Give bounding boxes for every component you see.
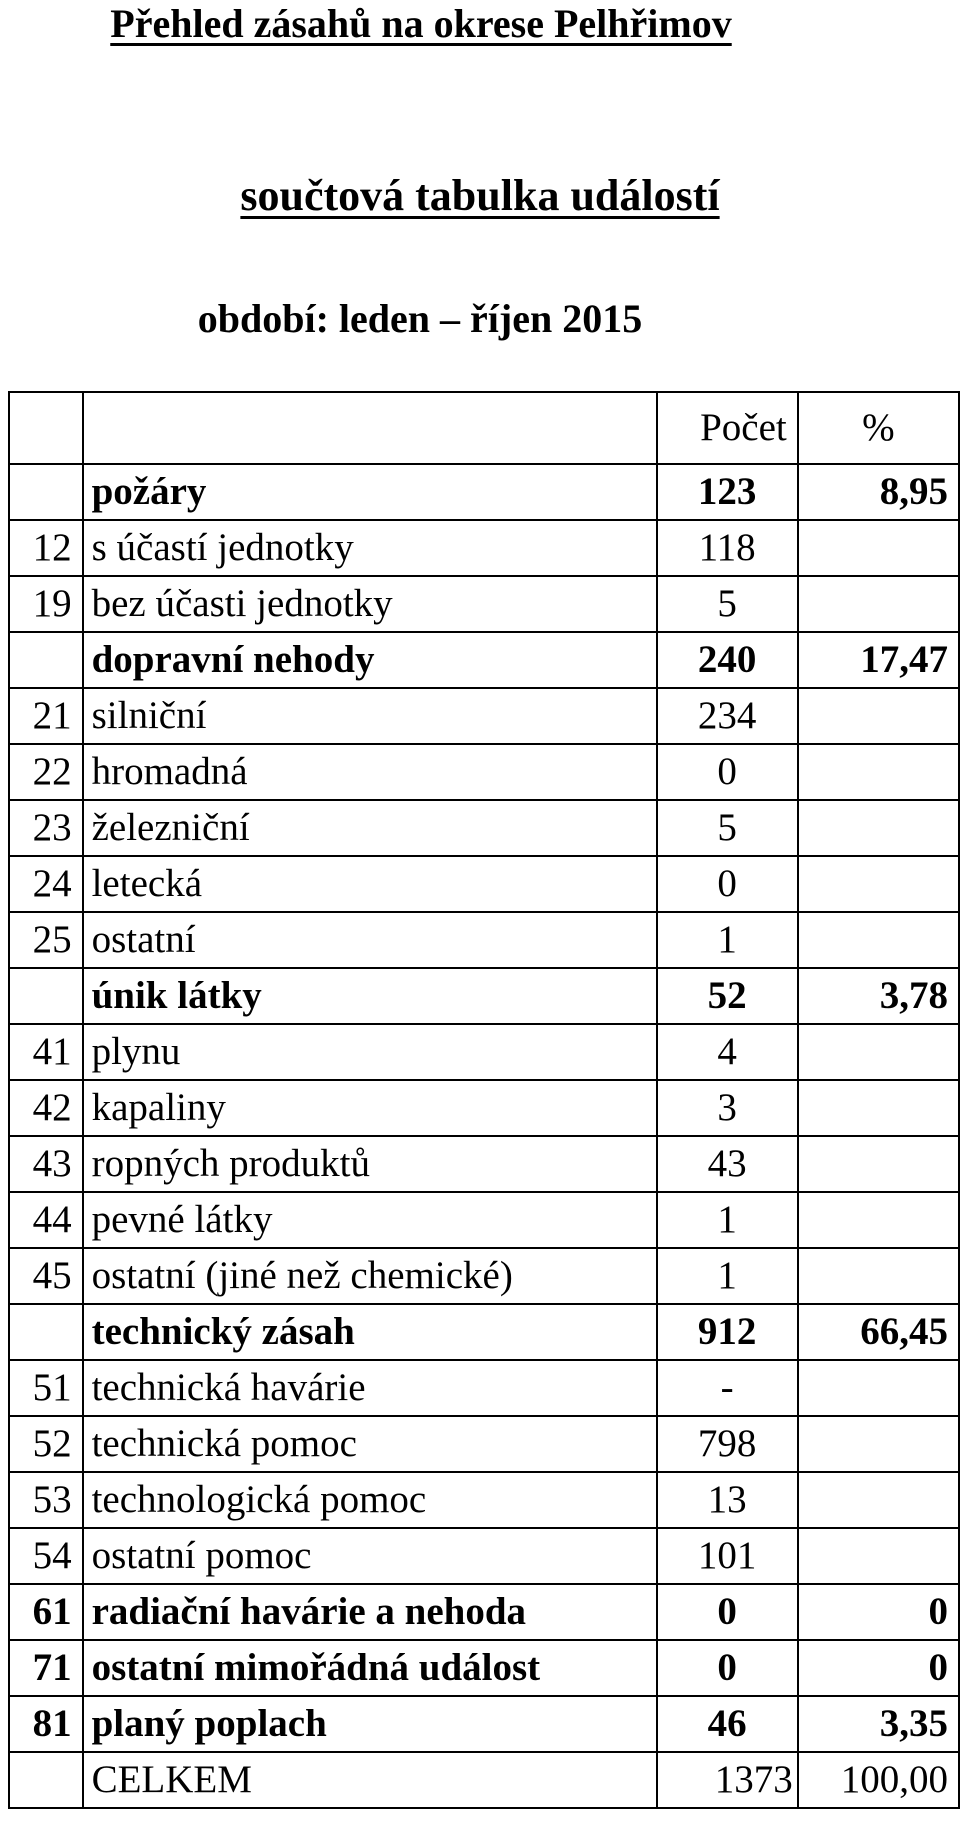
cell-percent <box>798 520 959 576</box>
table-row <box>9 1080 959 1136</box>
cell-percent: 0 <box>798 1584 959 1640</box>
table-row <box>9 1640 959 1696</box>
cell-count: 5 <box>657 800 798 856</box>
cell-percent <box>798 856 959 912</box>
cell-name: plynu <box>83 1024 657 1080</box>
cell-count: 0 <box>657 856 798 912</box>
cell-percent <box>798 1192 959 1248</box>
cell-name: kapaliny <box>83 1080 657 1136</box>
cell-name: železniční <box>83 800 657 856</box>
cell-name: ostatní (jiné než chemické) <box>83 1248 657 1304</box>
cell-percent: 3,78 <box>798 968 959 1024</box>
cell-percent: 0 <box>798 1640 959 1696</box>
cell-name: s účastí jednotky <box>83 520 657 576</box>
cell-name: ostatní mimořádná událost <box>83 1640 657 1696</box>
cell-code: 81 <box>9 1696 83 1752</box>
table-row <box>9 1696 959 1752</box>
cell-name: požáry <box>83 464 657 520</box>
table-row <box>9 968 959 1024</box>
report-period: období: leden – říjen 2015 <box>197 296 643 341</box>
cell-count: 234 <box>657 688 798 744</box>
cell-name: planý poplach <box>83 1696 657 1752</box>
cell-name: letecká <box>83 856 657 912</box>
cell-code: 54 <box>9 1528 83 1584</box>
cell-count: 4 <box>657 1024 798 1080</box>
table-row <box>9 576 959 632</box>
cell-count: 0 <box>657 744 798 800</box>
cell-code: 42 <box>9 1080 83 1136</box>
table-row <box>9 688 959 744</box>
table-row <box>9 1248 959 1304</box>
cell-percent <box>798 912 959 968</box>
cell-percent <box>798 688 959 744</box>
cell-code: 71 <box>9 1640 83 1696</box>
table-row <box>9 744 959 800</box>
table-row <box>9 1528 959 1584</box>
table-row <box>9 1472 959 1528</box>
cell-count: 43 <box>657 1136 798 1192</box>
cell-percent: 66,45 <box>798 1304 959 1360</box>
header-count: Počet <box>657 392 798 464</box>
cell-count: 240 <box>657 632 798 688</box>
header-percent: % <box>798 392 959 464</box>
cell-count: 5 <box>657 576 798 632</box>
cell-code: 53 <box>9 1472 83 1528</box>
cell-code: 41 <box>9 1024 83 1080</box>
cell-name: hromadná <box>83 744 657 800</box>
cell-count: 0 <box>657 1640 798 1696</box>
cell-percent <box>798 576 959 632</box>
cell-name: technologická pomoc <box>83 1472 657 1528</box>
cell-count: 123 <box>657 464 798 520</box>
page-title: Přehled zásahů na okrese Pelhřimov <box>110 1 732 46</box>
cell-name: silniční <box>83 688 657 744</box>
page-subtitle: součtová tabulka událostí <box>240 171 720 220</box>
cell-code: 44 <box>9 1192 83 1248</box>
cell-code: 43 <box>9 1136 83 1192</box>
cell-code: 45 <box>9 1248 83 1304</box>
table-row <box>9 632 959 688</box>
cell-count: 101 <box>657 1528 798 1584</box>
cell-code: 51 <box>9 1360 83 1416</box>
cell-name: technická havárie <box>83 1360 657 1416</box>
cell-name: ropných produktů <box>83 1136 657 1192</box>
cell-percent <box>798 800 959 856</box>
cell-name: únik látky <box>83 968 657 1024</box>
cell-percent <box>798 744 959 800</box>
cell-percent <box>798 1416 959 1472</box>
total-name: CELKEM <box>83 1752 657 1808</box>
cell-name: ostatní pomoc <box>83 1528 657 1584</box>
cell-count: 0 <box>657 1584 798 1640</box>
cell-count: 46 <box>657 1696 798 1752</box>
table-header-row <box>9 392 959 464</box>
table-row <box>9 1584 959 1640</box>
cell-percent: 17,47 <box>798 632 959 688</box>
cell-percent <box>798 1080 959 1136</box>
table-row <box>9 1024 959 1080</box>
cell-percent <box>798 1136 959 1192</box>
total-row <box>9 1752 959 1808</box>
cell-name: ostatní <box>83 912 657 968</box>
table-row <box>9 1360 959 1416</box>
total-count: 1373 <box>657 1752 798 1808</box>
cell-percent: 8,95 <box>798 464 959 520</box>
cell-code: 21 <box>9 688 83 744</box>
cell-code: 19 <box>9 576 83 632</box>
cell-percent <box>798 1472 959 1528</box>
cell-percent: 3,35 <box>798 1696 959 1752</box>
summary-table <box>8 391 960 1809</box>
cell-code: 25 <box>9 912 83 968</box>
table-row <box>9 1304 959 1360</box>
cell-code <box>9 464 83 520</box>
cell-name: bez účasti jednotky <box>83 576 657 632</box>
cell-code <box>9 968 83 1024</box>
cell-count: 1 <box>657 912 798 968</box>
cell-count: 912 <box>657 1304 798 1360</box>
cell-code: 12 <box>9 520 83 576</box>
cell-name: dopravní nehody <box>83 632 657 688</box>
cell-code: 23 <box>9 800 83 856</box>
table-row <box>9 856 959 912</box>
cell-code: 61 <box>9 1584 83 1640</box>
header-name <box>83 392 657 464</box>
cell-code: 24 <box>9 856 83 912</box>
cell-count: 118 <box>657 520 798 576</box>
cell-percent <box>798 1248 959 1304</box>
cell-count: 1 <box>657 1192 798 1248</box>
table-row <box>9 1192 959 1248</box>
cell-count: 1 <box>657 1248 798 1304</box>
cell-name: pevné látky <box>83 1192 657 1248</box>
cell-name: radiační havárie a nehoda <box>83 1584 657 1640</box>
cell-code <box>9 1304 83 1360</box>
total-percent: 100,00 <box>798 1752 959 1808</box>
cell-code: 22 <box>9 744 83 800</box>
header-code <box>9 392 83 464</box>
cell-percent <box>798 1360 959 1416</box>
cell-name: technický zásah <box>83 1304 657 1360</box>
cell-name: technická pomoc <box>83 1416 657 1472</box>
cell-percent <box>798 1024 959 1080</box>
cell-percent <box>798 1528 959 1584</box>
total-code <box>9 1752 83 1808</box>
cell-count: 52 <box>657 968 798 1024</box>
cell-count: 3 <box>657 1080 798 1136</box>
cell-code <box>9 632 83 688</box>
table-row <box>9 1136 959 1192</box>
table-row <box>9 912 959 968</box>
table-row <box>9 1416 959 1472</box>
cell-code: 52 <box>9 1416 83 1472</box>
cell-count: 13 <box>657 1472 798 1528</box>
table-row <box>9 464 959 520</box>
cell-count: - <box>657 1360 798 1416</box>
cell-count: 798 <box>657 1416 798 1472</box>
table-row <box>9 800 959 856</box>
table-row <box>9 520 959 576</box>
